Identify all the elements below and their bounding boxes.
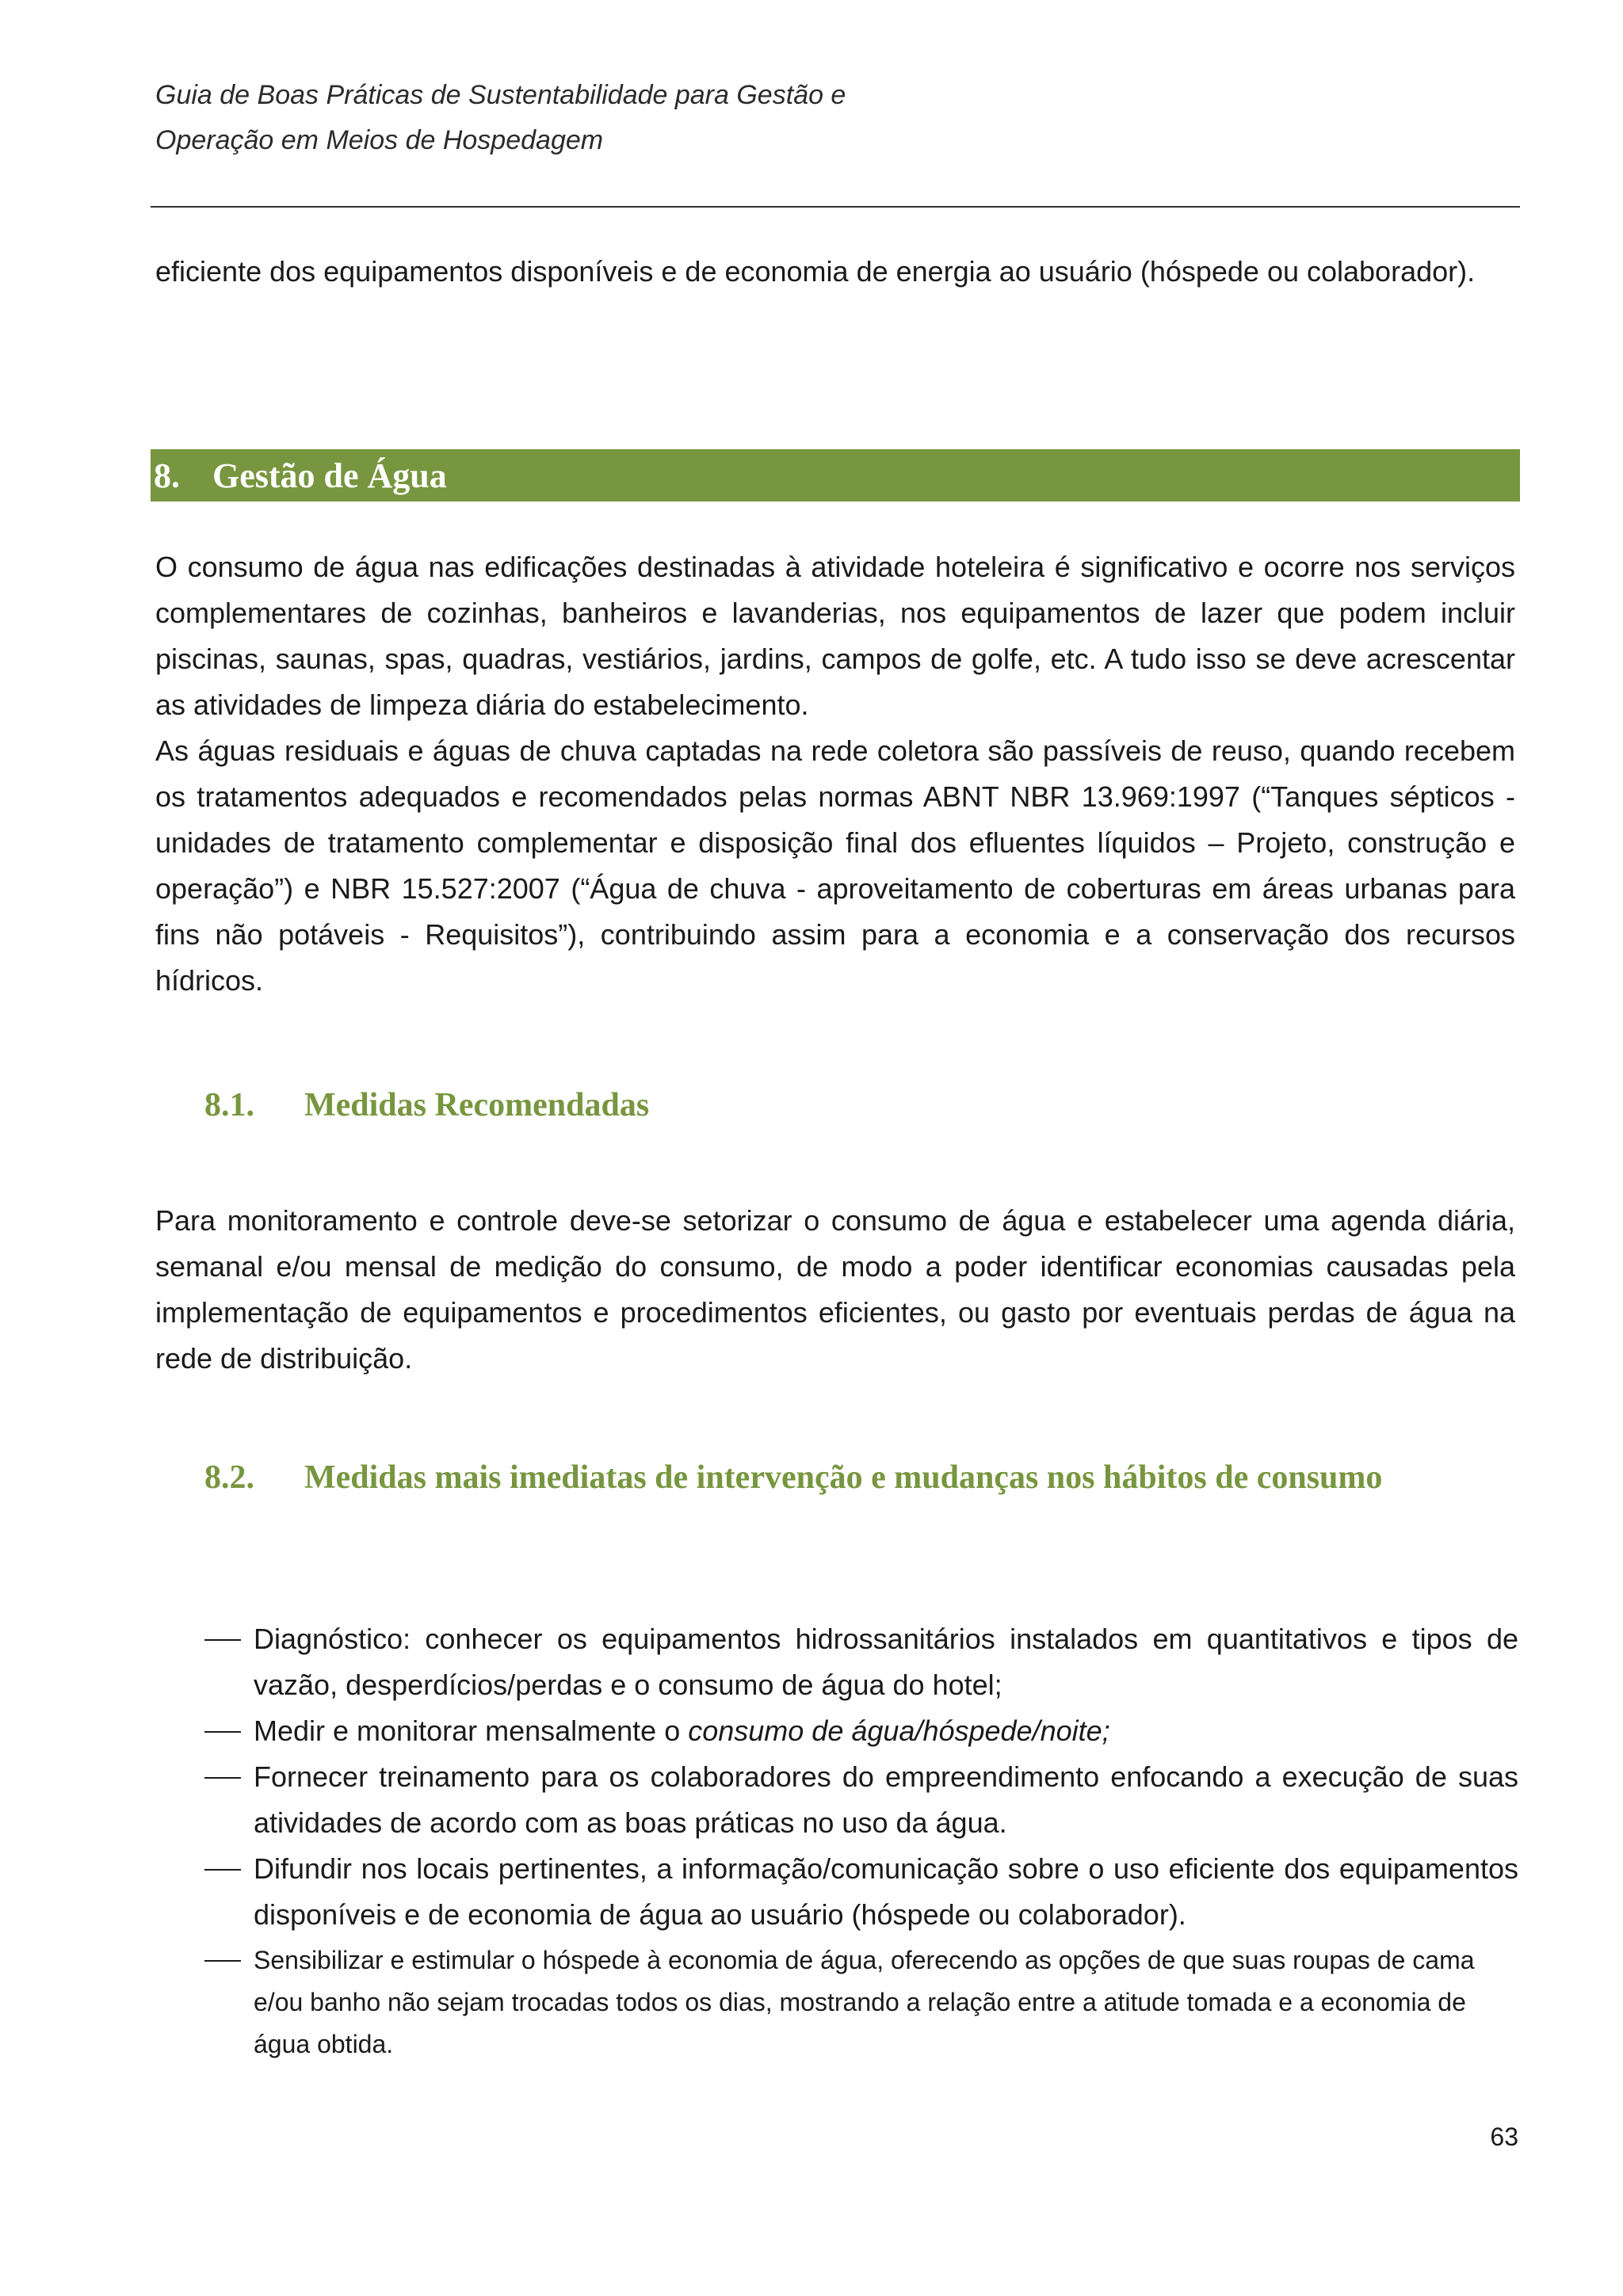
list-item-text: Diagnóstico: conhecer os equipamentos hidrossanitários instalados em quantitativos e tipos de vazão, desperdícios/perdas e o consumo de água do hotel; — [254, 1623, 1518, 1701]
dash-bullet-icon — [203, 1708, 254, 1710]
section-8-2-heading — [204, 1453, 1472, 1502]
section-8-1-body — [155, 1198, 1515, 1382]
section-8-1-title: Medidas Recomendadas — [304, 1087, 650, 1123]
list-item — [203, 1846, 1518, 1938]
list-item-text: Sensibilizar e estimular o hóspede à economia de água, oferecendo as opções de que suas roupas de cama e/ou banho não sejam trocadas todos os dias, mostrando a relação entre a atitude tomada e a economia de água obtida. — [254, 1946, 1475, 2058]
section-8-2-title: Medidas mais imediatas de intervenção e mudanças nos hábitos de consumo — [304, 1459, 1383, 1496]
section-8-1-number: 8.1. — [204, 1087, 254, 1123]
section-8-2-number: 8.2. — [204, 1459, 254, 1496]
list-item — [203, 1616, 1518, 1708]
page-number: 63 — [1490, 2122, 1518, 2151]
section-8-title: Gestão de Água — [212, 456, 447, 495]
section-8-heading — [151, 449, 1520, 502]
section-8-body — [155, 544, 1515, 1004]
dash-bullet-icon — [203, 1939, 254, 1941]
running-header — [155, 73, 1186, 163]
list-item-text: Fornecer treinamento para os colaboradores do empreendimento enfocando a execução de suas atividades de acordo com as boas práticas no uso da água. — [254, 1760, 1518, 1839]
dash-bullet-icon — [203, 1616, 254, 1618]
header-divider — [151, 206, 1520, 208]
section-8-1-heading — [204, 1081, 1472, 1130]
section-8-paragraph-2: As águas residuais e águas de chuva captadas na rede coletora são passíveis de reuso, quando recebem os tratamentos adequados e recomendados pelas normas ABNT NBR 13.969:1997 (“Tanques sépticos - unidades de tratamento complementar e disposição final dos efluentes líquidos – Projeto, construção e operação”) e NBR 15.527:2007 (“Água de chuva - aproveitamento de coberturas em áreas urbanas para fins não potáveis - Requisitos”), contribuindo assim para a economia e a conservação dos recursos hídricos. — [155, 734, 1515, 997]
section-8-number: 8. — [154, 456, 180, 495]
intro-text: eficiente dos equipamentos disponíveis e de economia de energia ao usuário (hóspede ou colaborador). — [155, 255, 1476, 288]
list-item — [203, 1708, 1518, 1754]
intro-paragraph — [155, 249, 1515, 295]
section-8-2-list — [203, 1616, 1518, 2065]
list-item-text — [254, 1708, 1518, 1754]
list-item-text-italic: consumo de água/hóspede/noite; — [688, 1714, 1110, 1747]
dash-bullet-icon — [203, 1846, 254, 1848]
running-header-line-1: Guia de Boas Práticas de Sustentabilidade para Gestão e — [155, 80, 846, 110]
list-item-text-plain: Medir e monitorar mensalmente o — [254, 1714, 689, 1747]
running-header-line-2: Operação em Meios de Hospedagem — [155, 125, 604, 155]
section-8-1-paragraph: Para monitoramento e controle deve-se setorizar o consumo de água e estabelecer uma agenda diária, semanal e/ou mensal de medição do consumo, de modo a poder identificar economias causadas pela implementação de equipamentos e procedimentos eficientes, ou gasto por eventuais perdas de água na rede de distribuição. — [155, 1204, 1515, 1375]
section-8-paragraph-1: O consumo de água nas edificações destinadas à atividade hoteleira é significativo e ocorre nos serviços complementares de cozinhas, banheiros e lavanderias, nos equipamentos de lazer que podem incluir piscinas, saunas, spas, quadras, vestiários, jardins, campos de golfe, etc. A tudo isso se deve acrescentar as atividades de limpeza diária do estabelecimento. — [155, 551, 1515, 721]
dash-bullet-icon — [203, 1754, 254, 1756]
list-item-text: Difundir nos locais pertinentes, a informação/comunicação sobre o uso eficiente dos equipamentos disponíveis e de economia de água ao usuário (hóspede ou colaborador). — [254, 1852, 1518, 1931]
list-item — [203, 1754, 1518, 1846]
list-item — [203, 1939, 1518, 2065]
